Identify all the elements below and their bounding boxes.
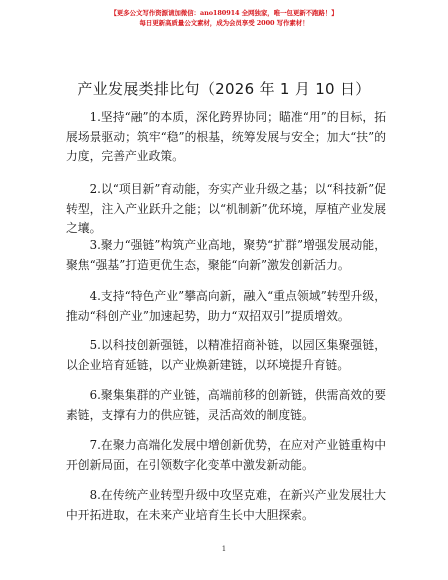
list-item-text: 3.聚力“强链”构筑产业高地，聚势“扩群”增强发展动能，聚焦“强基”打造更优生态，聚能“向新”激发创新活力。: [66, 238, 386, 272]
list-item-text: 8.在传统产业转型升级中攻坚克难，在新兴产业发展壮大中开拓进取，在未来产业培育生长中大胆探索。: [66, 488, 386, 522]
list-item-4: [66, 287, 386, 326]
list-item-text: 7.在聚力高端化发展中增创新优势，在应对产业链重构中开创新局面，在引领数字化变革中激发新动能。: [66, 438, 386, 472]
list-item-3: [66, 236, 386, 275]
document-title: 产业发展类排比句（2026 年 1 月 10 日）: [77, 80, 371, 98]
list-item-text: 4.支持“特色产业”攀高向新，融入“重点领域”转型升级，推动“科创产业”加速起势，助力“双招双引”提质增效。: [66, 289, 386, 323]
list-item-text: 6.聚集集群的产业链，高端前移的创新链，供需高效的要素链，支撑有力的供应链，灵活高效的制度链。: [66, 388, 386, 422]
list-item-6: [66, 386, 386, 425]
list-item-text: 2.以“项目新”育动能，夯实产业升级之基；以“科技新”促转型，注入产业跃升之能；以“机制新”优环境，厚植产业发展之壤。: [66, 182, 386, 235]
promo-banner: [0, 8, 448, 28]
list-item-text: 1.坚持“融”的本质，深化跨界协同；瞄准“用”的目标，拓展场景驱动；筑牢“稳”的根基，统筹发展与安全；加大“扶”的力度，完善产业政策。: [66, 110, 386, 163]
list-item-text: 5.以科技创新强链，以精准招商补链，以园区集聚强链，以企业培育延链，以产业焕新建链，以环境提升育链。: [66, 338, 386, 372]
list-item-8: [66, 486, 386, 525]
list-item-2: [66, 180, 386, 239]
list-item-1: [66, 108, 386, 167]
list-item-7: [66, 436, 386, 475]
promo-line-1: 【更多公文写作资源请加微信：ano180914 全网独家，唯一包更新不跑路！】: [110, 9, 338, 17]
list-item-5: [66, 336, 386, 375]
promo-line-2: 每日更新高质量公文素材，成为会员享受 2000 写作素材！: [139, 19, 309, 27]
page-number: 1: [221, 545, 227, 553]
